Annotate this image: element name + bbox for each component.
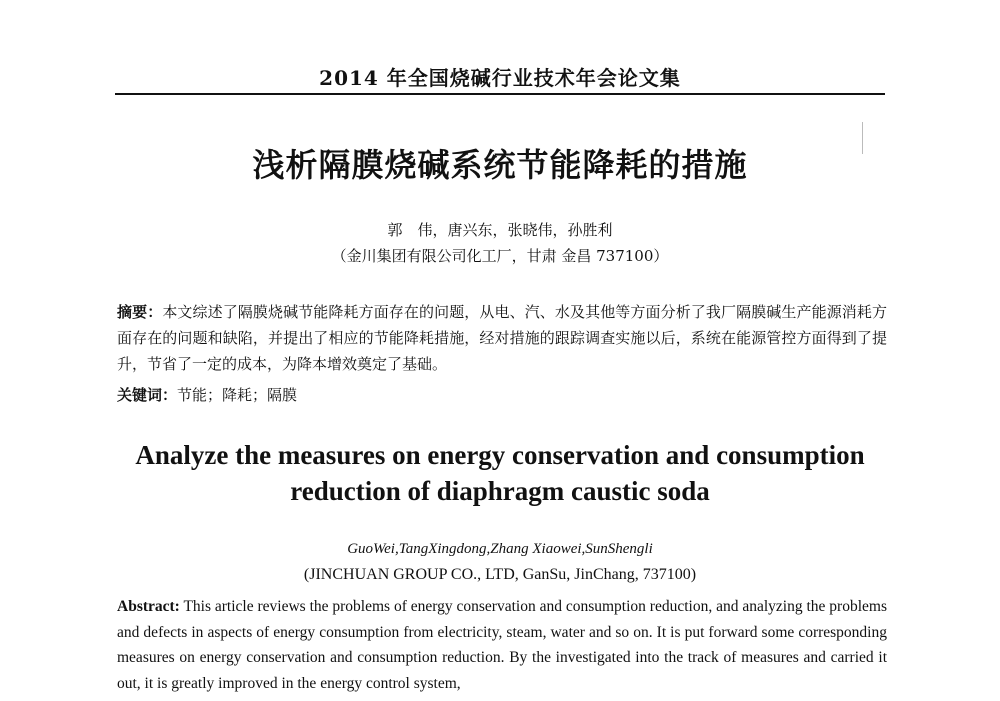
affiliation-english: (JINCHUAN GROUP CO., LTD, GanSu, JinChang, 737100) [303, 566, 697, 583]
authors-chinese: 郭 伟，唐兴东，张晓伟，孙胜利 [387, 221, 613, 239]
abstract-english [117, 594, 887, 696]
authors-english: GuoWei,TangXingdong,Zhang Xiaowei,SunShengli [347, 541, 653, 557]
keywords-chinese [117, 383, 887, 407]
keywords-chinese-label: 关键词： [117, 386, 178, 404]
running-header: 2014 年全国烧碱行业技术年会论文集 [319, 66, 681, 90]
header-rule [115, 93, 885, 95]
paper-title-chinese: 浅析隔膜烧碱系统节能降耗的措施 [252, 146, 748, 184]
abstract-chinese [117, 299, 887, 377]
paper-title-english-line1: Analyze the measures on energy conservation and consumption [135, 440, 865, 470]
abstract-chinese-text: 本文综述了隔膜烧碱节能降耗方面存在的问题，从电、汽、水及其他等方面分析了我厂隔膜碱生产能源消耗方面存在的问题和缺陷，并提出了相应的节能降耗措施，经对措施的跟踪调查实施以后，系统在能源管控方面得到了提升，节省了一定的成本，为降本增效奠定了基础。 [117, 303, 887, 373]
paper-title-english-line2: reduction of diaphragm caustic soda [290, 476, 710, 506]
abstract-english-label: Abstract: [117, 598, 180, 615]
abstract-english-text: This article reviews the problems of energy conservation and consumption reduction, and analyzing the problems and defects in aspects of energy consumption from electricity, steam, water and so on. It is put forward some corresponding measures on energy conservation and consumption reduction. By the investigated into the track of measures and carried it out, it is greatly improved in the energy control system, [117, 598, 887, 692]
affiliation-chinese: （金川集团有限公司化工厂，甘肃 金昌 737100） [331, 247, 669, 265]
abstract-chinese-label: 摘要： [117, 303, 163, 321]
keywords-chinese-text: 节能；降耗；隔膜 [177, 386, 298, 404]
paper-title-english [115, 437, 885, 509]
